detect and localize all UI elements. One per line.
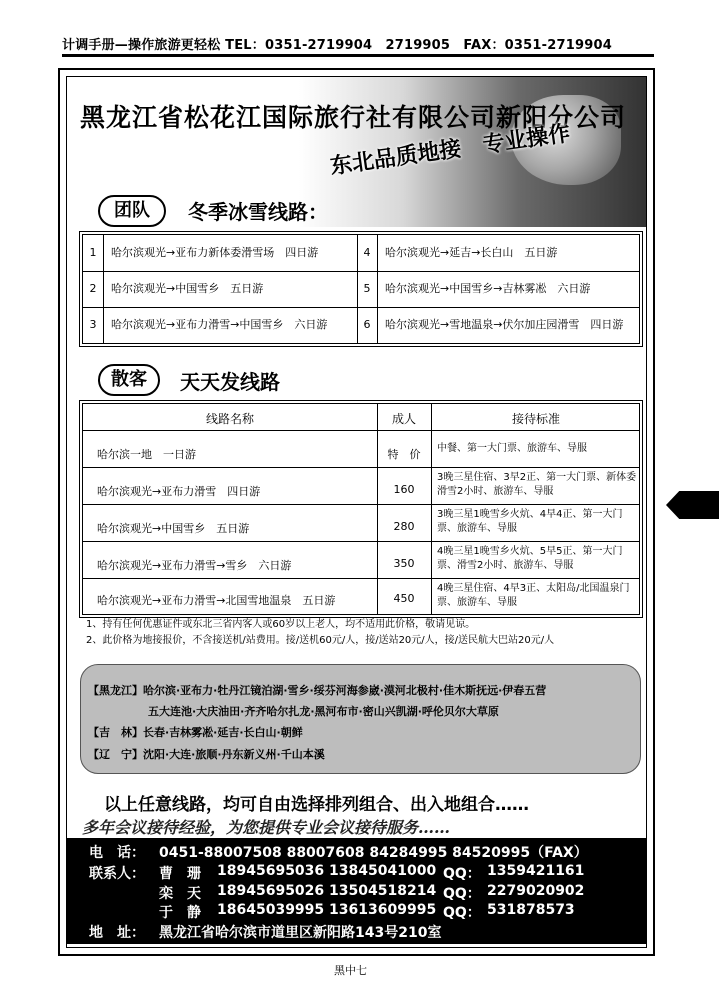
column-header-route: 线路名称 [205, 412, 254, 426]
note-line: 2、此价格为地接报价，不含接送机/站费用。接/送机60元/人，接/送站20元/人，接/送民航大巴站20元/人 [86, 635, 555, 646]
individual-routes-table [82, 403, 640, 615]
route-number: 3 [89, 318, 97, 331]
route-name: 哈尔滨观光→雪地温泉→伏尔加庄园滑雪 四日游 [385, 318, 624, 331]
contact-label: 联系人： [89, 866, 145, 882]
destination-line-heilongjiang: 【黑龙江】哈尔滨·亚布力·牡丹江镜泊湖·雪乡·绥芬河海参崴·漠河北极村·佳木斯抚远·伊春五营 [88, 684, 547, 697]
company-name: 黑龙江省松花江国际旅行社有限公司新阳分公司 [80, 103, 627, 132]
contact-block [67, 838, 646, 944]
qq-label: QQ： [443, 886, 481, 902]
page-footer: 黑中七 [334, 964, 367, 977]
qq-number: 2279020902 [487, 883, 585, 899]
adult-price: 特 价 [387, 448, 421, 461]
route-number: 4 [363, 246, 371, 259]
service-standard: 3晚三星1晚雪乡火炕、4早4正、第一大门票、旅游车、导服 [437, 509, 623, 534]
route-name: 哈尔滨观光→延吉→长白山 五日游 [385, 246, 558, 259]
route-number: 6 [363, 318, 371, 331]
route-name: 哈尔滨观光→中国雪乡 五日游 [97, 522, 250, 535]
contact-phones: 18945695026 13504518214 [217, 883, 437, 899]
qq-label: QQ： [443, 905, 481, 921]
address-label: 地 址： [89, 925, 145, 941]
route-name: 哈尔滨观光→亚布力滑雪→北国雪地温泉 五日游 [97, 594, 336, 607]
qq-number: 1359421161 [487, 863, 585, 879]
route-name: 哈尔滨观光→中国雪乡→吉林雾凇 六日游 [385, 282, 591, 295]
route-name: 哈尔滨观光→亚布力滑雪→雪乡 六日游 [97, 559, 292, 572]
route-name: 哈尔滨观光→亚布力滑雪 四日游 [97, 485, 261, 498]
table-row [83, 271, 639, 307]
route-number: 5 [363, 282, 371, 295]
adult-price: 450 [393, 592, 415, 605]
route-name: 哈尔滨观光→中国雪乡 五日游 [111, 282, 264, 295]
experience-slogan: 多年会议接待经验，为您提供专业会议接待服务…… [82, 818, 451, 837]
contact-name: 栾 天 [159, 886, 201, 902]
adult-price: 280 [393, 520, 415, 533]
route-name: 哈尔滨观光→亚布力滑雪→中国雪乡 六日游 [111, 318, 328, 331]
individual-badge: 散客 [98, 364, 160, 396]
side-tab-marker [666, 491, 719, 519]
route-name: 哈尔滨观光→亚布力新体委滑雪场 四日游 [111, 246, 319, 259]
team-section-title: 冬季冰雪线路： [188, 200, 328, 224]
address: 黑龙江省哈尔滨市道里区新阳路143号210室 [159, 925, 442, 941]
column-header-adult: 成人 [391, 412, 416, 426]
combination-note: 以上任意线路，均可自由选择排列组合、出入地组合…… [104, 795, 529, 815]
destination-line-liaoning: 【辽 宁】沈阳·大连·旅顺·丹东新义州·千山本溪 [88, 748, 325, 761]
route-number: 1 [89, 246, 97, 259]
table-row [83, 307, 639, 343]
contact-name: 曹 珊 [159, 866, 201, 882]
contact-name: 于 静 [159, 905, 201, 921]
destination-line-jilin: 【吉 林】长春·吉林雾凇·延吉·长白山·朝鲜 [88, 726, 303, 739]
contact-phones: 18645039995 13613609995 [217, 902, 437, 918]
adult-price: 160 [393, 483, 415, 496]
top-contact-bar: 计调手册—操作旅游更轻松 TEL：0351-2719904 2719905 FAX：0351-2719904 [62, 38, 612, 53]
route-name: 哈尔滨一地 一日游 [97, 448, 196, 461]
service-standard: 中餐、第一大门票、旅游车、导服 [437, 443, 587, 454]
route-number: 2 [89, 282, 97, 295]
qq-label: QQ： [443, 866, 481, 882]
destination-line-heilongjiang-2: 五大连池·大庆油田·齐齐哈尔扎龙·黑河布市·密山兴凯湖·呼伦贝尔大草原 [148, 705, 499, 718]
service-standard: 4晚三星1晚雪乡火炕、5早5正、第一大门票、滑雪2小时、旅游车、导服 [437, 546, 623, 571]
phone-label: 电 话： [89, 845, 145, 861]
top-divider [62, 54, 654, 57]
team-routes-table [82, 234, 640, 344]
column-header-standard: 接待标准 [511, 412, 560, 426]
note-line: 1、持有任何优惠证件或东北三省内客人或60岁以上老人，均不适用此价格，敬请见谅。 [86, 619, 476, 630]
phone-numbers: 0451-88007508 88007608 84284995 84520995（FAX） [159, 845, 588, 861]
adult-price: 350 [393, 557, 415, 570]
price-notes [86, 617, 646, 649]
team-badge: 团队 [98, 195, 166, 227]
service-standard: 3晚三星住宿、3早2正、第一大门票、新体委滑雪2小时、旅游车、导服 [437, 472, 637, 497]
slogan: 东北品质地接 专业操作 [328, 120, 572, 180]
table-row [83, 235, 639, 271]
individual-section-title: 天天发线路 [180, 370, 280, 394]
contact-phones: 18945695036 13845041000 [217, 863, 437, 879]
qq-number: 531878573 [487, 902, 575, 918]
service-standard: 4晚三星住宿、4早3正、太阳岛/北国温泉门票、旅游车、导服 [437, 583, 630, 608]
